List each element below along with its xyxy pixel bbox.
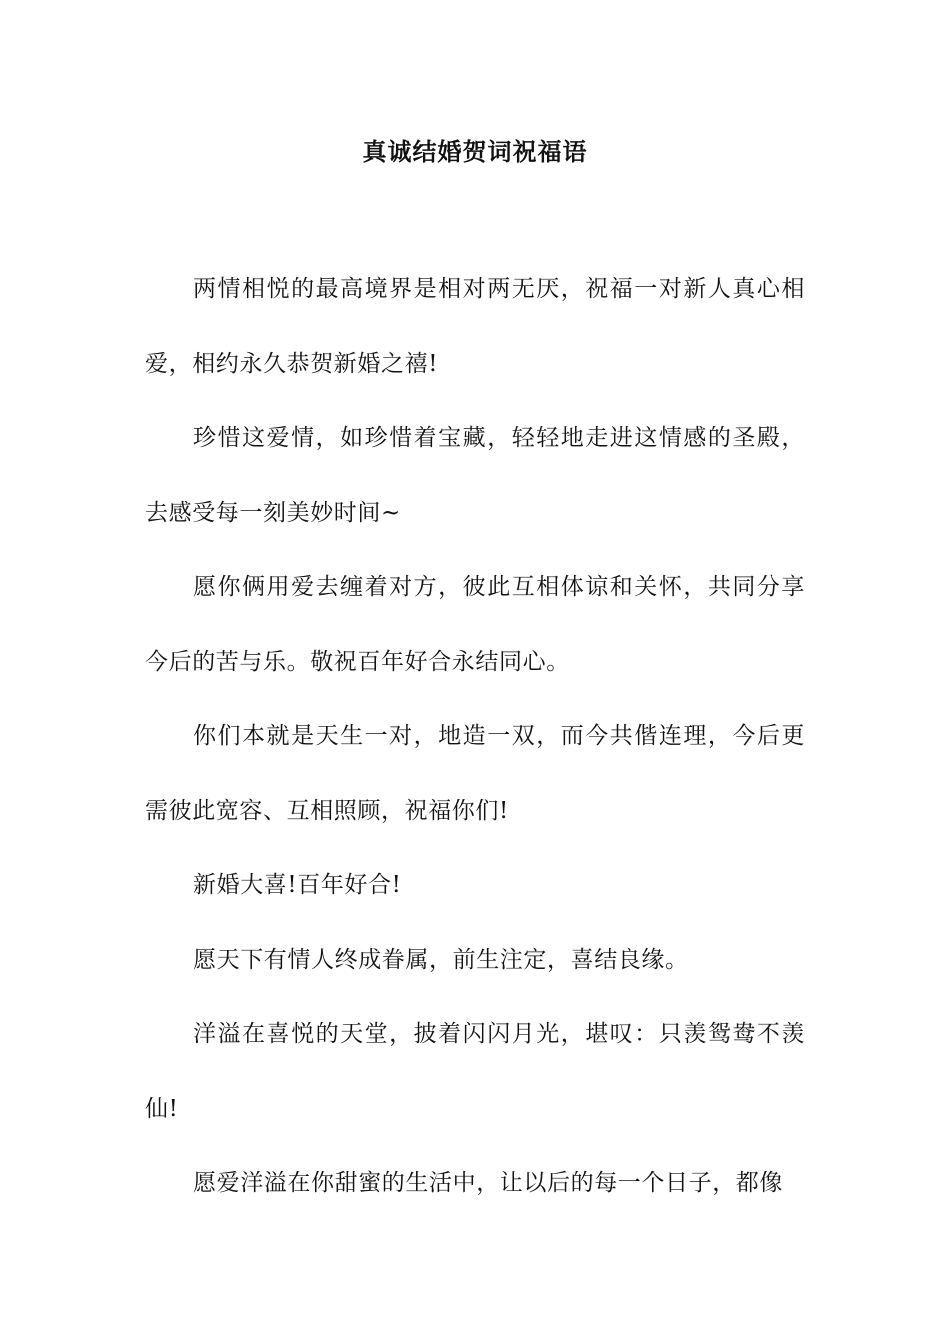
paragraph: 愿你俩用爱去缠着对方，彼此互相体谅和关怀，共同分享今后的苦与乐。敬祝百年好合永结同心。 [145, 574, 805, 675]
paragraph: 两情相悦的最高境界是相对两无厌，祝福一对新人真心相爱，相约永久恭贺新婚之禧! [145, 276, 805, 377]
paragraph: 你们本就是天生一对，地造一双，而今共偕连理，今后更需彼此宽容、互相照顾，祝福你们! [145, 723, 805, 824]
paragraph: 愿天下有情人终成眷属，前生注定，喜结良缘。 [193, 946, 689, 973]
paragraph: 新婚大喜!百年好合! [193, 872, 402, 898]
document-body [145, 252, 805, 1221]
paragraph: 洋溢在喜悦的天堂，披着闪闪月光，堪叹：只羡鸳鸯不羡仙! [145, 1021, 805, 1122]
paragraph: 珍惜这爱情，如珍惜着宝藏，轻轻地走进这情感的圣殿，去感受每一刻美妙时间~ [145, 425, 805, 526]
document-title: 真诚结婚贺词祝福语 [362, 137, 588, 166]
paragraph: 愿爱洋溢在你甜蜜的生活中，让以后的每一个日子，都像 [193, 1170, 783, 1196]
